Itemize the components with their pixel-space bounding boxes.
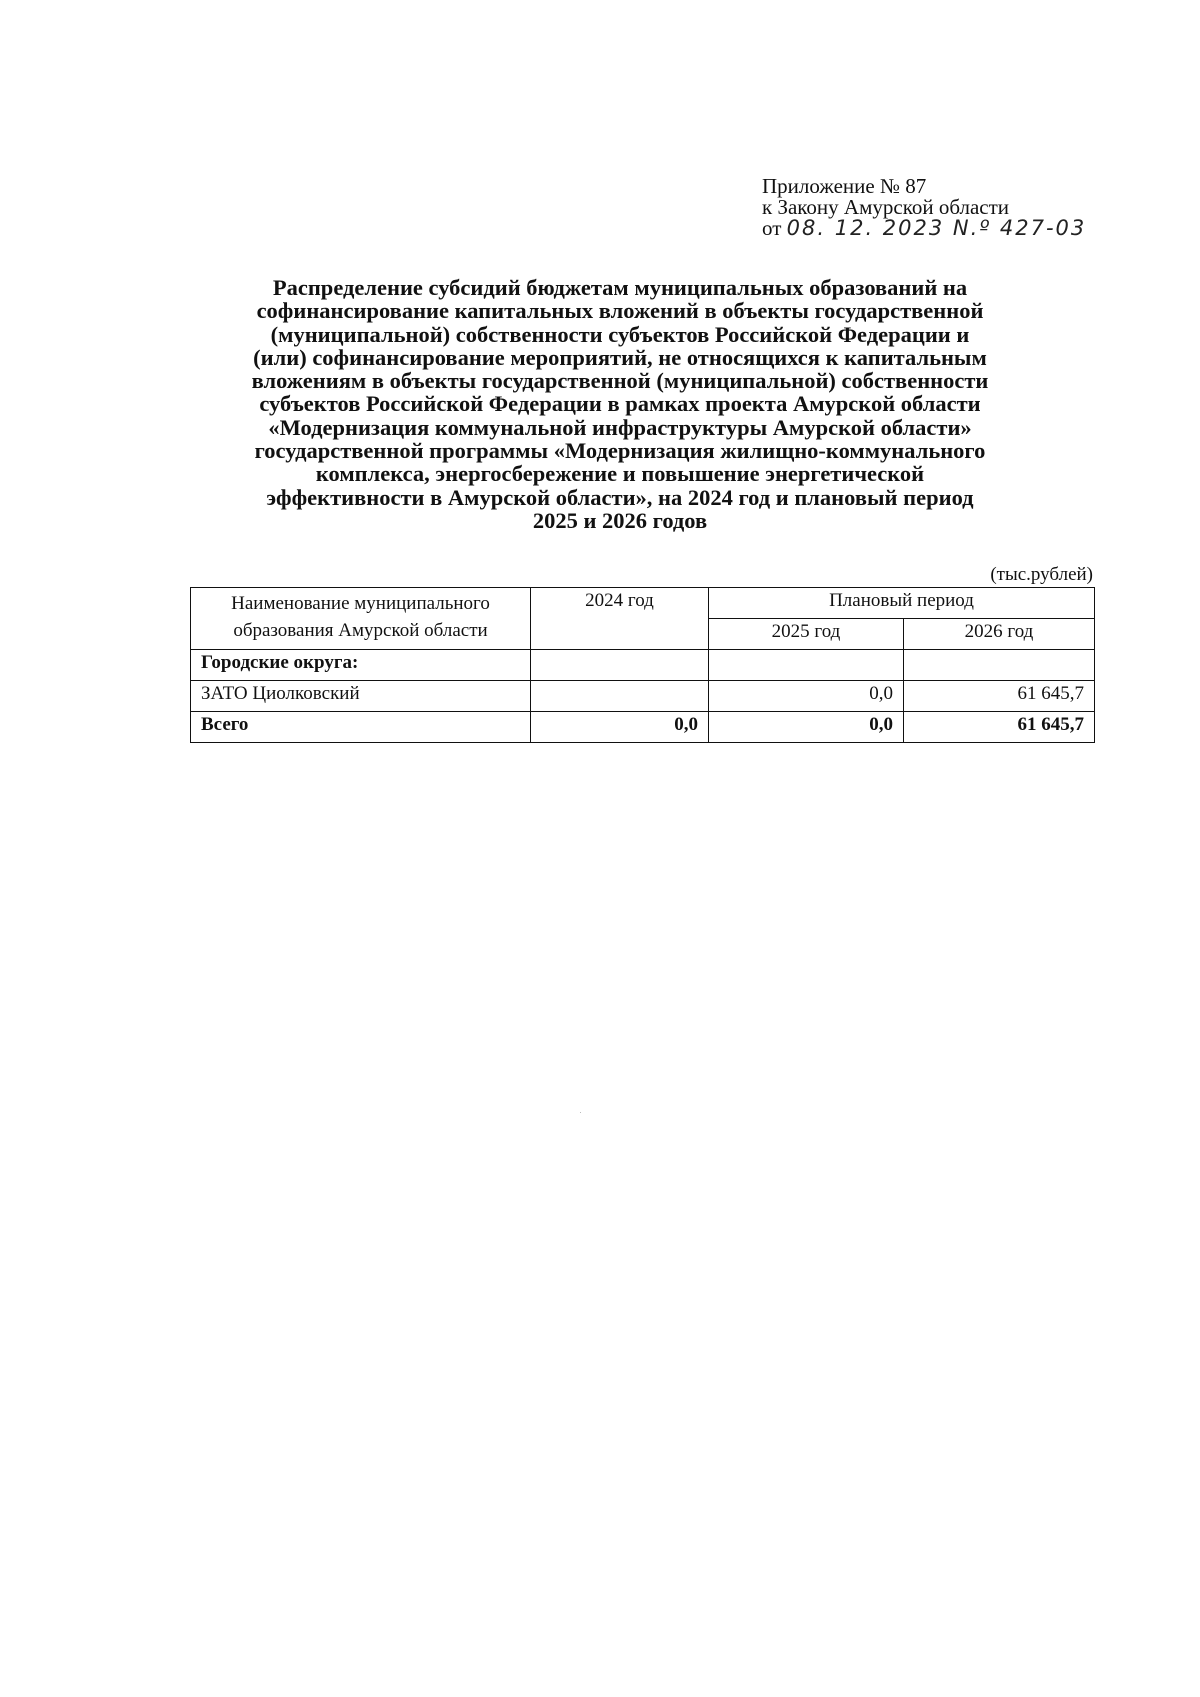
header-year-2024: 2024 год [531, 588, 709, 650]
title-line: 2025 и 2026 годов [532, 507, 708, 533]
table-row [191, 681, 1095, 712]
title-line: вложениям в объекты государственной (муниципальной) собственности [251, 368, 989, 394]
section-row [191, 650, 1095, 681]
title-line: (муниципальной) собственности субъектов Российской Федерации и [270, 321, 970, 347]
empty-cell [904, 650, 1095, 681]
scan-speck [580, 1112, 581, 1113]
total-value-2026: 61 645,7 [904, 712, 1095, 743]
row-municipality-name: ЗАТО Циолковский [191, 681, 531, 712]
row-value-2026: 61 645,7 [904, 681, 1095, 712]
appendix-header [762, 176, 1086, 239]
empty-cell [709, 650, 904, 681]
title-line: государственной программы «Модернизация жилищно-коммунального [254, 438, 986, 464]
subsidy-table [190, 587, 1095, 743]
row-value-2025: 0,0 [709, 681, 904, 712]
title-line: субъектов Российской Федерации в рамках проекта Амурской области [259, 391, 981, 417]
appendix-date-line [762, 218, 1086, 239]
total-value-2025: 0,0 [709, 712, 904, 743]
table-header-row [191, 588, 1095, 619]
document-title [150, 276, 1090, 532]
title-line: комплекса, энергосбережение и повышение энергетической [315, 461, 925, 487]
appendix-date-prefix: от [762, 216, 782, 240]
header-year-2025: 2025 год [709, 619, 904, 650]
row-value-2024 [531, 681, 709, 712]
appendix-number: Приложение № 87 [762, 174, 927, 198]
units-label: (тыс.рублей) [990, 564, 1093, 585]
total-label: Всего [191, 712, 531, 743]
total-row [191, 712, 1095, 743]
title-line: софинансирование капитальных вложений в объекты государственной [256, 298, 984, 324]
header-municipality-name: Наименование муниципального образования Амурской области [191, 588, 531, 650]
title-line: «Модернизация коммунальной инфраструктуры Амурской области» [268, 414, 972, 440]
title-line: эффективности в Амурской области», на 2024 год и плановый период [266, 484, 974, 510]
handwritten-date-number: 08. 12. 2023 N.º 427-03 [786, 216, 1087, 240]
title-line: Распределение субсидий бюджетам муниципальных образований на [272, 275, 968, 300]
total-value-2024: 0,0 [531, 712, 709, 743]
appendix-law-reference: к Закону Амурской области [762, 195, 1010, 219]
header-planned-period: Плановый период [709, 588, 1095, 619]
empty-cell [531, 650, 709, 681]
section-label: Городские округа: [191, 650, 531, 681]
header-year-2026: 2026 год [904, 619, 1095, 650]
title-line: (или) софинансирование мероприятий, не относящихся к капитальным [253, 344, 987, 370]
